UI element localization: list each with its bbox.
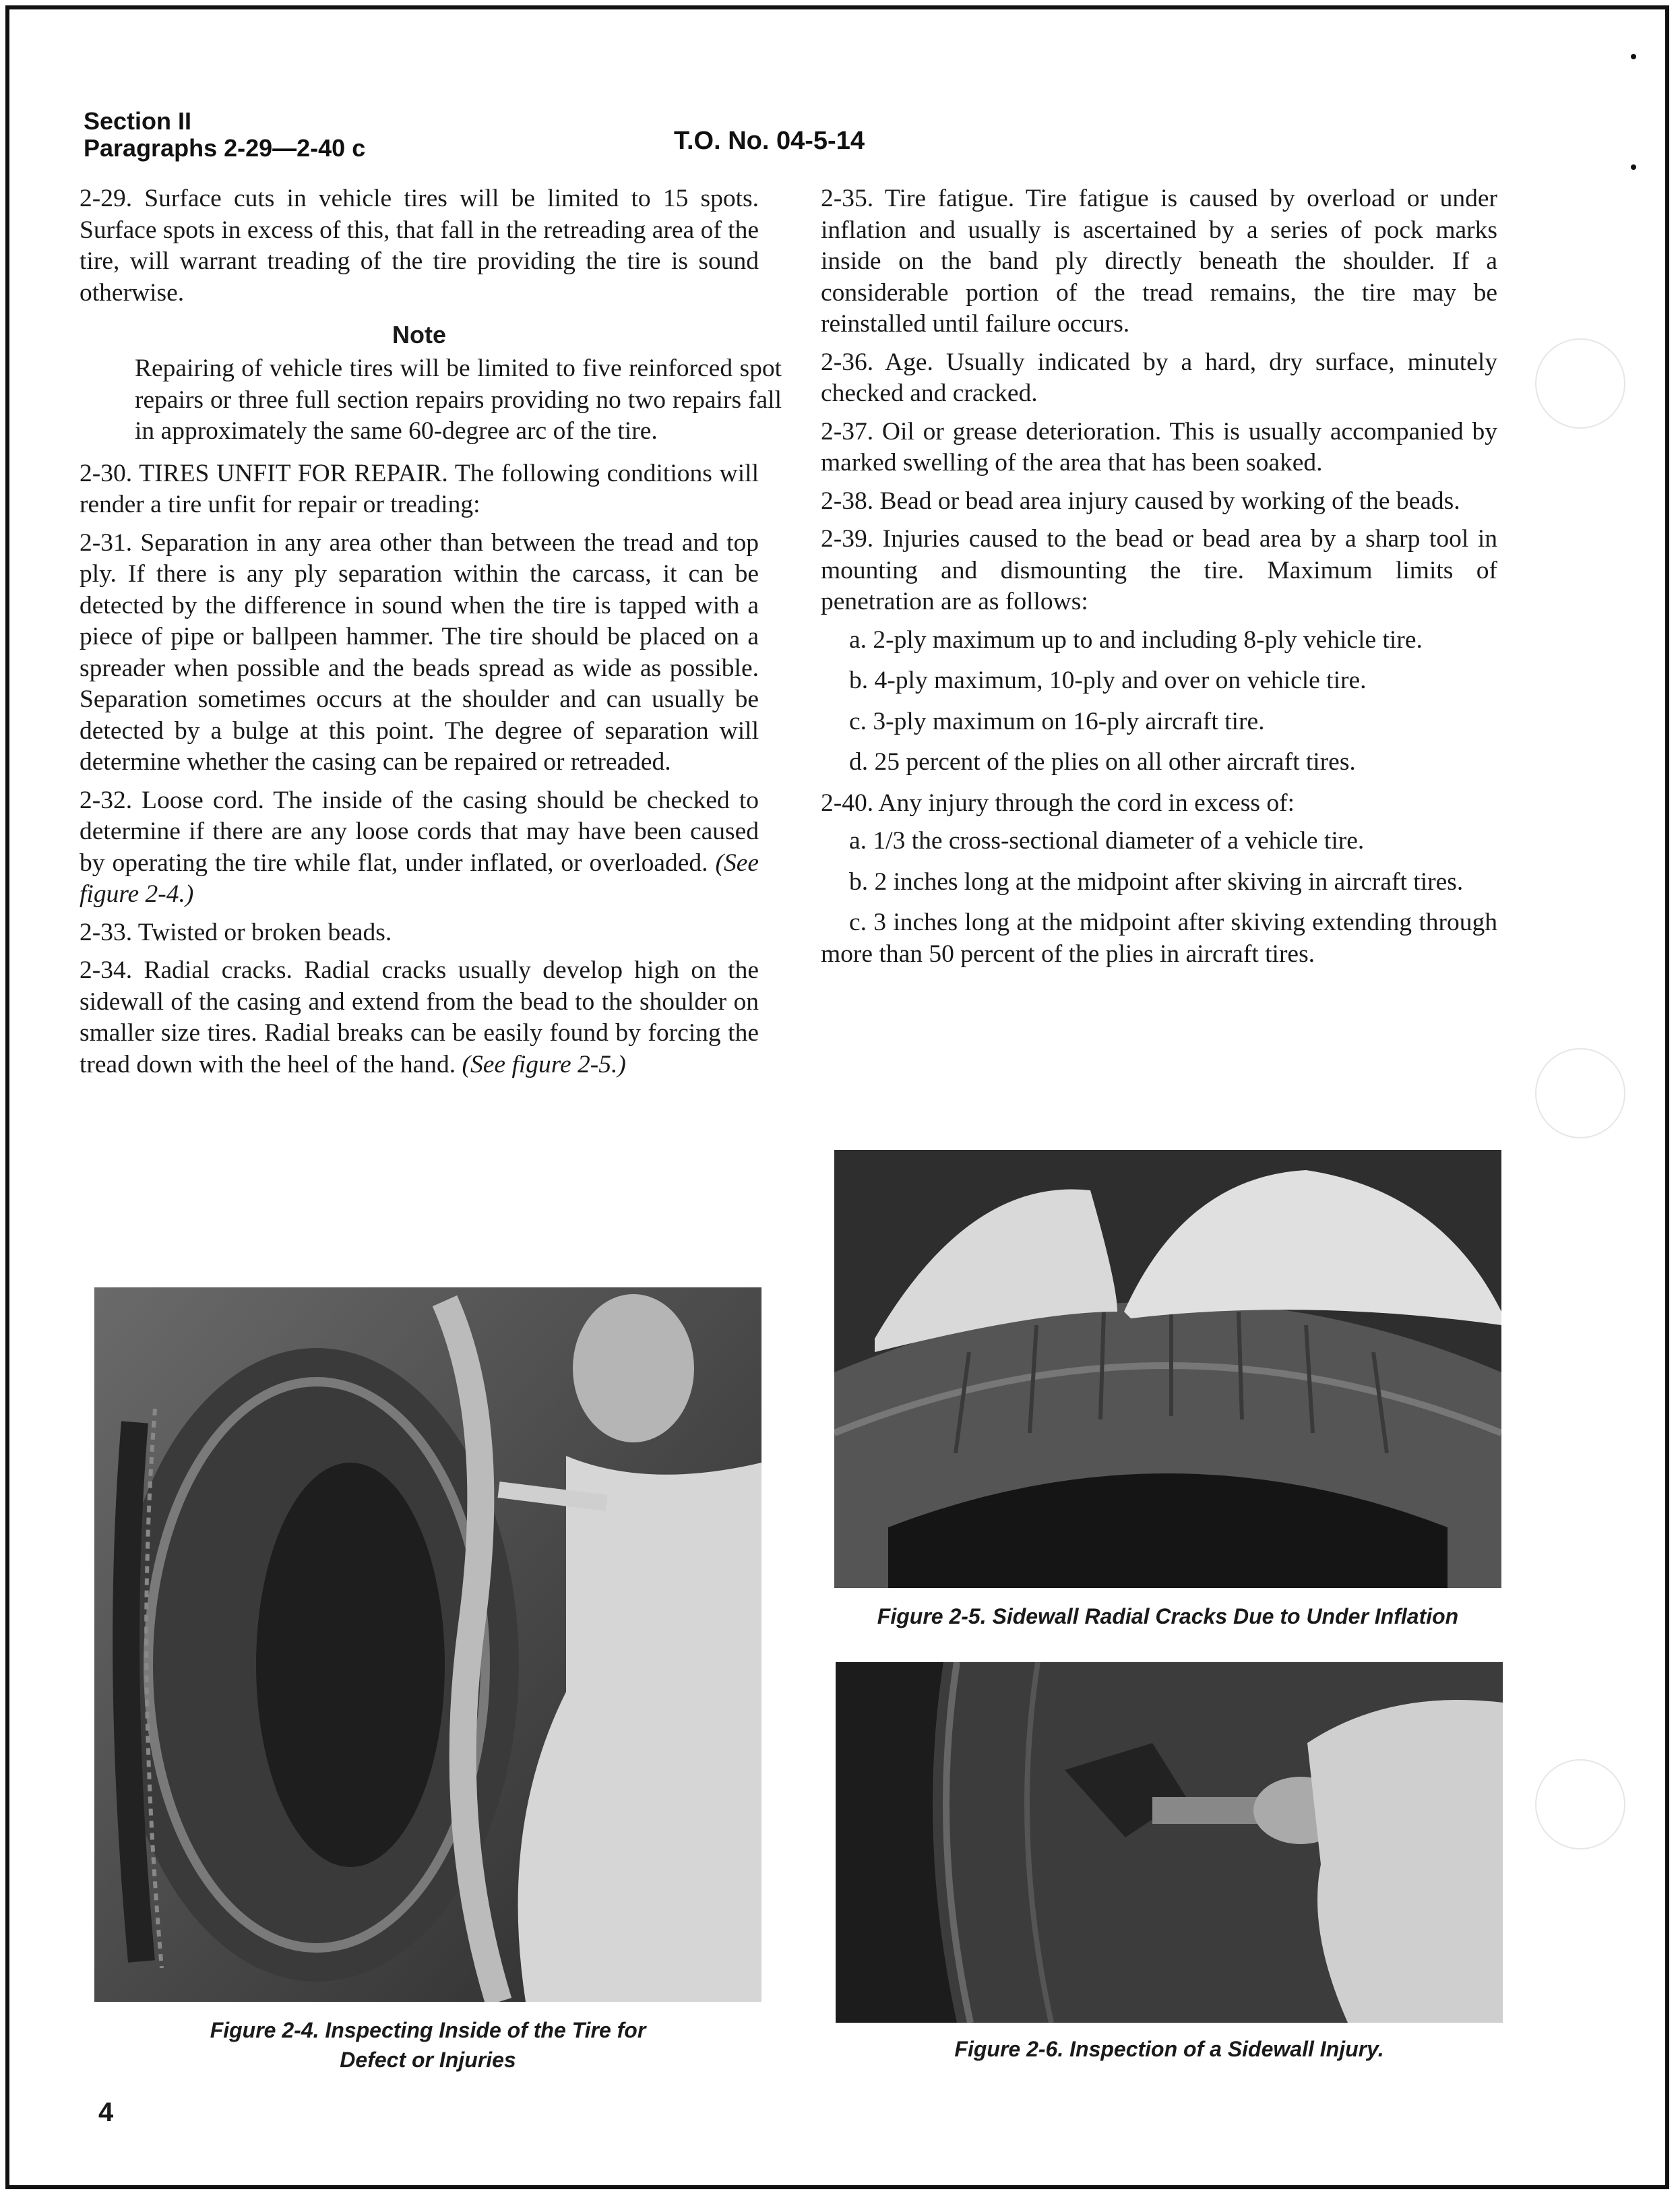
figure-2-5-photo	[834, 1150, 1501, 1588]
figure-2-4-caption-line2: Defect or Injuries	[340, 2048, 516, 2072]
paragraph-2-40-b: b. 2 inches long at the midpoint after skiving in aircraft tires.	[849, 867, 1464, 896]
paragraph-2-39: 2-39. Injuries caused to the bead or bead area by a sharp tool in mounting and dismounting the tire. Maximum limits of penetration are as follows:	[821, 525, 1497, 615]
figure-2-4-caption	[94, 2015, 761, 2075]
scan-dot	[1631, 164, 1636, 170]
punch-hole-top	[1535, 338, 1625, 429]
punch-hole-middle	[1535, 1048, 1625, 1138]
paragraph-2-37: 2-37. Oil or grease deterioration. This is usually accompanied by marked swelling of the area that has been soaked.	[821, 417, 1497, 477]
paragraph-2-34-text: 2-34. Radial cracks. Radial cracks usually develop high on the sidewall of the casing and extend from the bead to the shoulder on smaller size tires. Radial breaks can be easily found by forcing the tread down with the heel of the hand.	[80, 956, 759, 1078]
paragraph-2-32-text: 2-32. Loose cord. The inside of the casing should be checked to determine if there are any loose cords that may have been caused by operating the tire while flat, under inflated, or overloaded.	[80, 786, 759, 877]
figure-2-4-photo	[94, 1287, 761, 2002]
page-number: 4	[98, 2098, 114, 2127]
scan-dot	[1631, 54, 1636, 59]
paragraph-2-29: 2-29. Surface cuts in vehicle tires will be limited to 15 spots. Surface spots in excess of this, that fall in the retreading area of the tire, will warrant treading of the tire providing the tire is sound otherwise.	[80, 185, 759, 307]
paragraph-2-30: 2-30. TIRES UNFIT FOR REPAIR. The following conditions will render a tire unfit for repair or treading:	[80, 459, 759, 518]
paragraph-2-39-b: b. 4-ply maximum, 10-ply and over on vehicle tire.	[849, 667, 1367, 694]
paragraph-2-40-a: a. 1/3 the cross-sectional diameter of a vehicle tire.	[849, 827, 1365, 855]
right-column	[821, 183, 1497, 979]
to-number: T.O. No. 04-5-14	[674, 127, 865, 155]
paragraph-2-33: 2-33. Twisted or broken beads.	[80, 918, 392, 946]
paragraph-2-39-c: c. 3-ply maximum on 16-ply aircraft tire.	[849, 707, 1265, 735]
figure-2-5-reference: (See figure 2-5.)	[462, 1050, 626, 1078]
paragraph-2-38: 2-38. Bead or bead area injury caused by working of the beads.	[821, 487, 1460, 515]
figure-2-5-caption: Figure 2-5. Sidewall Radial Cracks Due to Under Inflation	[877, 1604, 1459, 1628]
figure-2-6-caption: Figure 2-6. Inspection of a Sidewall Injury.	[954, 2037, 1384, 2061]
note-body: Repairing of vehicle tires will be limited to five reinforced spot repairs or three full section repairs providing no two repairs fall in approximately the same 60-degree arc of the tire.	[135, 355, 782, 445]
paragraph-2-34	[80, 955, 759, 1080]
note-title: Note	[392, 321, 446, 348]
figure-2-4-reference: (See figure 2-4.)	[80, 849, 759, 908]
punch-hole-bottom	[1535, 1759, 1625, 1850]
figure-2-4-caption-line1: Figure 2-4. Inspecting Inside of the Tire for	[210, 2018, 646, 2042]
figure-2-6-photo	[836, 1662, 1503, 2023]
page-header-left	[84, 108, 365, 162]
paragraph-2-39-a: a. 2-ply maximum up to and including 8-ply vehicle tire.	[849, 625, 1423, 654]
paragraph-2-36: 2-36. Age. Usually indicated by a hard, dry surface, minutely checked and cracked.	[821, 348, 1497, 407]
section-label: Section II	[84, 107, 192, 135]
paragraph-2-32	[80, 785, 759, 911]
paragraph-2-40-c: c. 3 inches long at the midpoint after skiving extending through more than 50 percent of the plies in aircraft tires.	[821, 909, 1497, 968]
left-column	[80, 183, 782, 1087]
paragraph-2-31: 2-31. Separation in any area other than between the tread and top ply. If there is any ply separation within the carcass, it can be detected by the difference in sound when the tire is tapped with a piece of pipe or ballpeen hammer. The tire should be placed on a spreader when possible and the beads spread as wide as possible. Separation sometimes occurs at the shoulder and can usually be detected by a bulge at this point. The degree of separation will determine whether the casing can be repaired or retreaded.	[80, 528, 759, 776]
paragraph-2-40: 2-40. Any injury through the cord in excess of:	[821, 789, 1295, 817]
paragraph-2-35: 2-35. Tire fatigue. Tire fatigue is caused by overload or under inflation and usually is ascertained by a series of pock marks inside on the band ply directly beneath the shoulder. If a considerable portion of the tread remains, the tire may be reinstalled until failure occurs.	[821, 185, 1497, 338]
paragraphs-label: Paragraphs 2-29—2-40 c	[84, 134, 366, 162]
paragraph-2-39-d: d. 25 percent of the plies on all other aircraft tires.	[849, 748, 1356, 776]
